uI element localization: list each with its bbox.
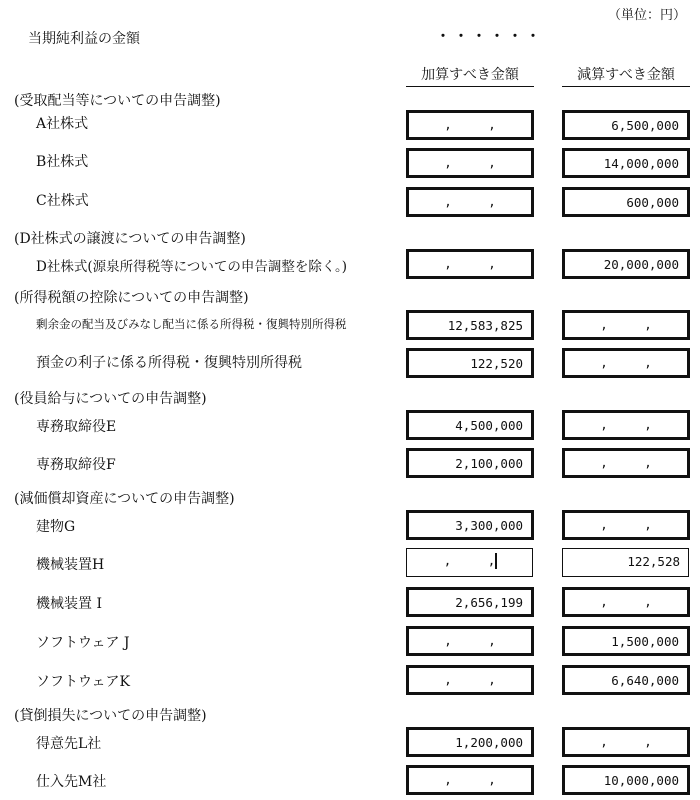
row-label-surplus-tax: 剰余金の配当及びみなし配当に係る所得税・復興特別所得税 <box>36 317 347 331</box>
subtract-field-b-stock[interactable]: 14,000,000 <box>562 148 690 178</box>
row-label-b-stock: B社株式 <box>36 154 89 170</box>
net-income-label: 当期純利益の金額 <box>28 31 140 47</box>
add-field-d-stock[interactable]: , , <box>406 249 534 279</box>
add-field-a-stock[interactable]: , , <box>406 110 534 140</box>
subtract-field-interest-tax[interactable]: , , <box>562 348 690 378</box>
subtract-field-customer-l[interactable]: , , <box>562 727 690 757</box>
add-field-software-k[interactable]: , , <box>406 665 534 695</box>
subtract-field-director-f[interactable]: , , <box>562 448 690 478</box>
section-heading-dividends: (受取配当等についての申告調整) <box>14 93 221 109</box>
section-heading-bad-debt: (貸倒損失についての申告調整) <box>14 708 207 724</box>
add-field-interest-tax[interactable]: 122,520 <box>406 348 534 378</box>
unit-label: （単位：円） <box>607 8 686 23</box>
subtract-field-c-stock[interactable]: 600,000 <box>562 187 690 217</box>
net-income-dots: ・・・・・・ <box>436 29 544 45</box>
section-heading-depreciation: (減価償却資産についての申告調整) <box>14 491 235 507</box>
row-label-director-e: 専務取締役E <box>36 419 117 435</box>
section-heading-transfer: (D社株式の譲渡についての申告調整) <box>14 231 246 247</box>
subtract-field-building-g[interactable]: , , <box>562 510 690 540</box>
row-label-software-k: ソフトウェアK <box>36 674 130 690</box>
add-field-director-f[interactable]: 2,100,000 <box>406 448 534 478</box>
add-field-machine-h[interactable]: , , <box>406 548 533 577</box>
add-field-building-g[interactable]: 3,300,000 <box>406 510 534 540</box>
add-field-machine-i[interactable]: 2,656,199 <box>406 587 534 617</box>
section-heading-tax-credit: (所得税額の控除についての申告調整) <box>14 290 249 306</box>
subtract-field-machine-i[interactable]: , , <box>562 587 690 617</box>
add-field-software-j[interactable]: , , <box>406 626 534 656</box>
add-field-director-e[interactable]: 4,500,000 <box>406 410 534 440</box>
subtract-field-surplus-tax[interactable]: , , <box>562 310 690 340</box>
row-label-interest-tax: 預金の利子に係る所得税・復興特別所得税 <box>36 355 302 371</box>
row-label-software-j: ソフトウェア J <box>36 635 130 651</box>
subtract-field-director-e[interactable]: , , <box>562 410 690 440</box>
section-heading-officer: (役員給与についての申告調整) <box>14 391 207 407</box>
text-cursor <box>495 553 497 569</box>
row-label-building-g: 建物G <box>36 519 76 535</box>
row-label-machine-i: 機械装置 I <box>36 596 102 612</box>
row-label-supplier-m: 仕入先M社 <box>36 774 107 790</box>
subtract-field-d-stock[interactable]: 20,000,000 <box>562 249 690 279</box>
add-field-b-stock[interactable]: , , <box>406 148 534 178</box>
subtract-field-a-stock[interactable]: 6,500,000 <box>562 110 690 140</box>
subtract-field-software-j[interactable]: 1,500,000 <box>562 626 690 656</box>
subtract-field-supplier-m[interactable]: 10,000,000 <box>562 765 690 795</box>
add-field-surplus-tax[interactable]: 12,583,825 <box>406 310 534 340</box>
subtract-field-software-k[interactable]: 6,640,000 <box>562 665 690 695</box>
add-field-c-stock[interactable]: , , <box>406 187 534 217</box>
row-label-director-f: 専務取締役F <box>36 457 116 473</box>
column-header-add: 加算すべき金額 <box>406 64 534 87</box>
row-label-a-stock: A社株式 <box>36 116 89 132</box>
row-label-d-stock: D社株式(源泉所得税等についての申告調整を除く。) <box>36 259 348 275</box>
subtract-field-machine-h[interactable]: 122,528 <box>562 548 689 577</box>
row-label-c-stock: C社株式 <box>36 193 89 209</box>
add-field-supplier-m[interactable]: , , <box>406 765 534 795</box>
row-label-machine-h: 機械装置H <box>36 557 105 573</box>
column-header-subtract: 減算すべき金額 <box>562 64 690 87</box>
row-label-customer-l: 得意先L社 <box>36 736 102 752</box>
add-field-customer-l[interactable]: 1,200,000 <box>406 727 534 757</box>
